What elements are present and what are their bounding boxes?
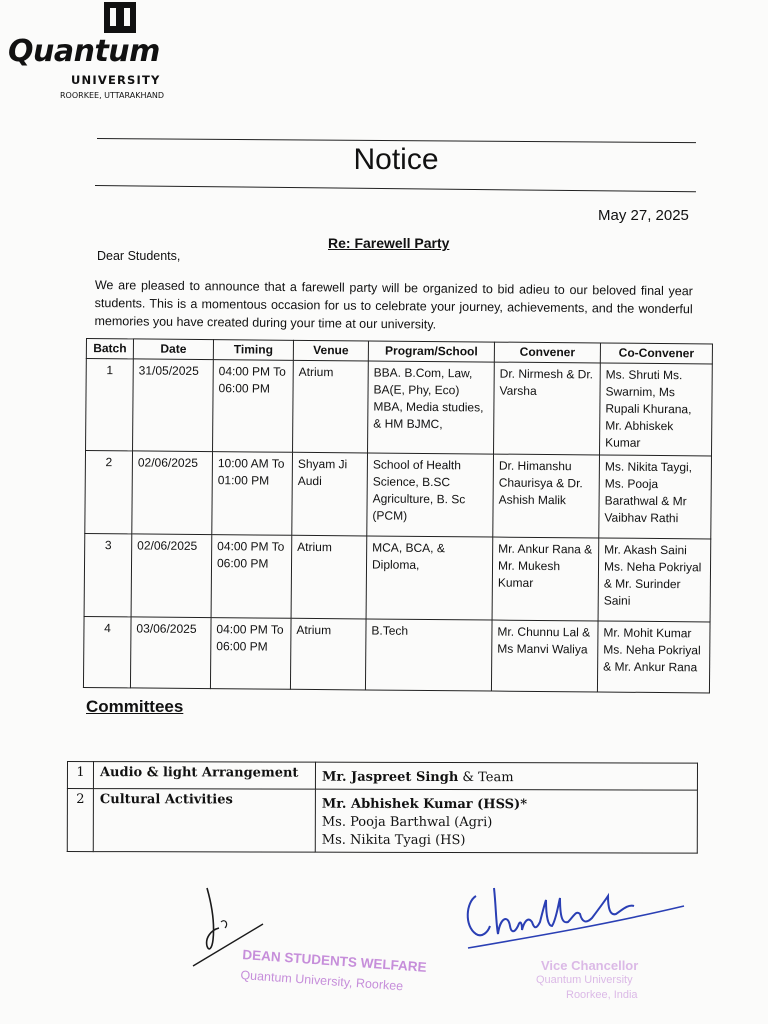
program-cell: MCA, BCA, & Diploma,: [366, 536, 493, 620]
program-cell: B.Tech: [365, 619, 492, 691]
co-convener-cell: Mr. Mohit Kumar Ms. Neha Pokriyal & Mr. Ankur Rana: [597, 621, 710, 693]
table-row: [85, 451, 712, 539]
column-header: Batch: [86, 339, 133, 359]
date-cell: 02/06/2025: [131, 534, 212, 618]
timing-cell: 10:00 AM To 01:00 PM: [212, 452, 293, 536]
committee-members: [315, 762, 697, 790]
batch-cell: 3: [84, 533, 132, 616]
date-cell: 31/05/2025: [133, 359, 214, 452]
convener-cell: Mr. Ankur Rana & Mr. Mukesh Kumar: [492, 537, 599, 621]
committee-lead: Mr. Abhishek Kumar (HSS)*: [321, 796, 528, 813]
dean-stamp-title: DEAN STUDENTS WELFARE: [241, 947, 428, 975]
committee-members: [315, 789, 697, 853]
vice-chancellor-signature-icon: [458, 876, 688, 956]
committee-number: 1: [67, 762, 93, 789]
co-convener-cell: Ms. Shruti Ms. Swarnim, Ms Rupali Khurana, Mr. Abhiskek Kumar: [599, 363, 712, 456]
date-cell: 02/06/2025: [132, 451, 213, 535]
vc-stamp-location: Roorkee, India: [566, 989, 638, 1001]
committee-lead-suffix: & Team: [458, 770, 514, 786]
dean-stamp-university: Quantum University, Roorkee: [240, 968, 404, 994]
logo-name: Quantum: [8, 34, 160, 69]
committees-table: [67, 761, 698, 854]
column-header: Co-Convener: [600, 343, 712, 364]
table-row: [84, 533, 711, 621]
notice-subject: Re: Farewell Party: [328, 235, 450, 251]
vc-stamp-title: Vice Chancellor: [541, 958, 639, 973]
university-logo: [0, 0, 175, 100]
column-header: Program/School: [368, 341, 494, 362]
salutation: Dear Students,: [97, 249, 181, 263]
notice-title: Notice: [353, 143, 439, 176]
committee-lead: Mr. Jaspreet Singh: [321, 769, 459, 786]
batch-cell: 4: [83, 616, 131, 687]
committee-name: Audio & light Arrangement: [93, 762, 315, 790]
committee-member: Ms. Pooja Barthwal (Agri): [321, 814, 493, 831]
batch-cell: 2: [85, 451, 133, 534]
date-cell: 03/06/2025: [130, 617, 211, 689]
co-convener-cell: Ms. Nikita Taygi, Ms. Pooja Barathwal & Mr Vaibhav Rathi: [599, 455, 712, 539]
convener-cell: Dr. Himanshu Chaurisya & Dr. Ashish Malik: [493, 454, 600, 538]
committee-member: Ms. Nikita Tyagi (HS): [321, 832, 466, 849]
column-header: Timing: [213, 340, 293, 361]
venue-cell: Atrium: [290, 618, 366, 690]
table-row: [67, 789, 697, 854]
logo-subtitle: UNIVERSITY: [71, 73, 161, 87]
program-cell: BBA. B.Com, Law, BA(E, Phy, Eco) MBA, Media studies, & HM BJMC,: [368, 361, 495, 454]
committee-number: 2: [67, 789, 93, 852]
convener-cell: Mr. Chunnu Lal & Ms Manvi Waliya: [491, 620, 598, 692]
committee-name: Cultural Activities: [93, 789, 315, 853]
venue-cell: Atrium: [293, 360, 369, 453]
column-header: Venue: [293, 340, 368, 361]
table-row: [86, 359, 713, 456]
co-convener-cell: Mr. Akash Saini Ms. Neha Pokriyal & Mr. Surinder Saini: [598, 538, 711, 622]
column-header: Date: [133, 339, 213, 360]
venue-cell: Atrium: [291, 535, 367, 619]
logo-location: ROORKEE, UTTARAKHAND: [60, 91, 165, 100]
column-header: Convener: [494, 342, 600, 363]
committees-heading: Committees: [86, 697, 184, 716]
university-emblem-icon: [100, 0, 140, 34]
venue-cell: Shyam Ji Audi: [292, 452, 368, 536]
intro-paragraph: We are pleased to announce that a farewell party will be organized to bid adieu to our beloved final year students. This is a momentous occasion for us to celebrate your journey, achievements, and the wonderful memories you have created during your time at our university.: [94, 277, 693, 332]
vc-stamp-university: Quantum University: [536, 974, 633, 986]
convener-cell: Dr. Nirmesh & Dr. Varsha: [494, 362, 601, 455]
table-row: [67, 762, 697, 791]
timing-cell: 04:00 PM To 06:00 PM: [213, 360, 294, 453]
timing-cell: 04:00 PM To 06:00 PM: [210, 618, 291, 690]
schedule-table: [83, 338, 713, 693]
timing-cell: 04:00 PM To 06:00 PM: [211, 535, 292, 619]
program-cell: School of Health Science, B.SC Agriculture, B. Sc (PCM): [367, 453, 494, 537]
batch-cell: 1: [86, 359, 134, 451]
table-row: [83, 616, 710, 692]
notice-date: May 27, 2025: [598, 207, 689, 224]
title-rule-bottom: [95, 185, 696, 192]
